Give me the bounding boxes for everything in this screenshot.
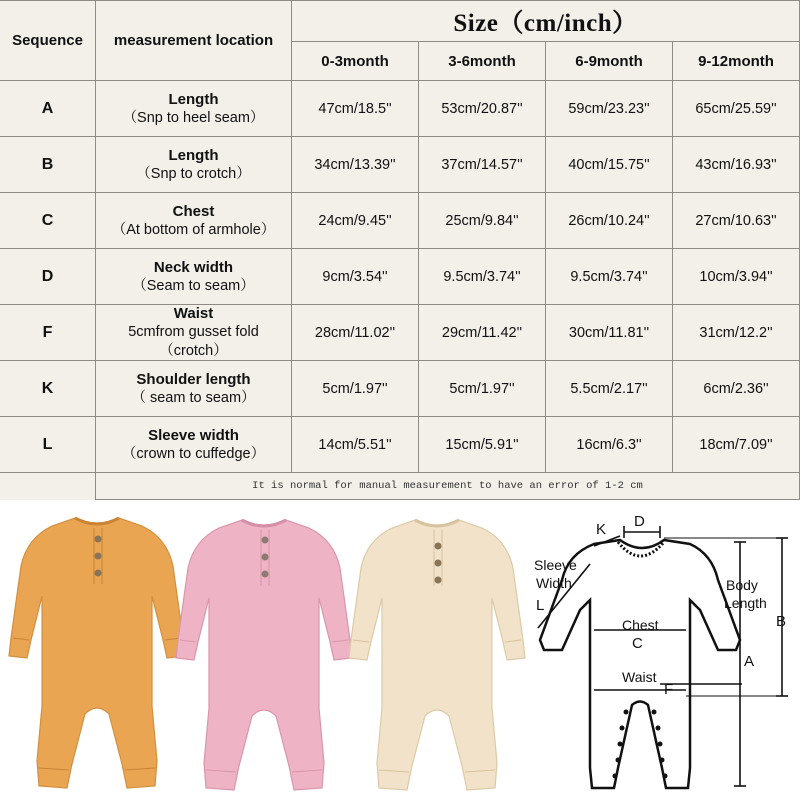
size-value-cell: 10cm/3.94'': [699, 268, 773, 285]
label-a: A: [744, 653, 755, 670]
location-detail: （crotch）: [159, 343, 228, 359]
romper-cream: [349, 520, 525, 790]
row-location: [96, 305, 291, 360]
size-value-cell: 29cm/11.42'': [441, 324, 523, 341]
size-value-cell: 25cm/9.84'': [445, 212, 519, 229]
size-value-cell: 65cm/25.59'': [695, 100, 777, 117]
label-f: F: [664, 681, 674, 698]
sequence-header: Sequence: [12, 31, 83, 49]
button-icon: [262, 554, 269, 561]
size-col-6-9: 6-9month: [575, 52, 643, 70]
measurement-note: It is normal for manual measurement to have an error of 1-2 cm: [252, 480, 643, 492]
size-value-cell: 9.5cm/3.74'': [443, 268, 521, 285]
size-value-cell: 18cm/7.09'': [699, 436, 773, 453]
row-sequence: B: [41, 155, 54, 173]
size-value-cell: 28cm/11.02'': [314, 324, 396, 341]
label-chest: Chest: [622, 617, 659, 633]
location-name: Length: [168, 90, 219, 108]
location-detail: （Snp to heel seam）: [122, 109, 265, 126]
row-location: [96, 361, 291, 416]
button-icon: [95, 570, 102, 577]
romper-orange: [9, 518, 185, 788]
row-sequence: A: [41, 99, 54, 117]
row-sequence: K: [41, 379, 54, 397]
romper-pink: [176, 520, 352, 790]
size-value-cell: 14cm/5.51'': [318, 436, 392, 453]
location-detail: 5cmfrom gusset fold: [128, 324, 259, 340]
button-icon: [262, 571, 269, 578]
row-location: [96, 193, 291, 248]
size-value-cell: 30cm/11.81'': [568, 324, 650, 341]
size-value-cell: 9cm/3.54'': [322, 268, 388, 285]
size-header: Size（cm/inch）: [453, 9, 638, 37]
row-location: [96, 249, 291, 304]
label-b: B: [776, 613, 787, 630]
button-icon: [435, 560, 442, 567]
button-icon: [435, 543, 442, 550]
button-icon: [95, 553, 102, 560]
size-value-cell: 27cm/10.63'': [695, 212, 777, 229]
label-k: K: [596, 521, 607, 538]
location-detail: （At bottom of armhole）: [111, 221, 276, 238]
location-detail: （Seam to seam）: [132, 277, 255, 294]
label-l: L: [536, 597, 545, 614]
size-value-cell: 9.5cm/3.74'': [570, 268, 648, 285]
measurement-diagram: [534, 513, 788, 788]
row-location: [96, 81, 291, 136]
row-location: [96, 417, 291, 472]
label-width: Width: [536, 575, 572, 591]
size-col-9-12: 9-12month: [698, 52, 774, 70]
size-value-cell: 24cm/9.45'': [318, 212, 392, 229]
size-value-cell: 6cm/2.36'': [703, 380, 769, 397]
size-value-cell: 16cm/6.3'': [576, 436, 642, 453]
size-value-cell: 37cm/14.57'': [441, 156, 523, 173]
size-value-cell: 5.5cm/2.17'': [570, 380, 648, 397]
row-sequence: L: [42, 435, 53, 453]
location-name: Waist: [173, 305, 214, 322]
location-name: Shoulder length: [136, 370, 251, 388]
label-length: Length: [724, 595, 767, 611]
photo-strip: [0, 500, 800, 800]
size-col-0-3: 0-3month: [321, 52, 389, 70]
label-waist: Waist: [622, 669, 657, 685]
location-name: Length: [168, 146, 219, 164]
location-detail: （Snp to crotch）: [136, 165, 251, 182]
location-header: measurement location: [113, 31, 274, 49]
size-value-cell: 40cm/15.75'': [568, 156, 650, 173]
button-icon: [435, 577, 442, 584]
row-sequence: D: [41, 267, 54, 285]
row-sequence: C: [41, 211, 54, 229]
label-d: D: [634, 513, 645, 530]
size-value-cell: 5cm/1.97'': [449, 380, 515, 397]
size-value-cell: 59cm/23.23'': [568, 100, 650, 117]
location-detail: （ seam to seam）: [131, 389, 256, 406]
button-icon: [95, 536, 102, 543]
size-value-cell: 43cm/16.93'': [695, 156, 777, 173]
size-value-cell: 15cm/5.91'': [445, 436, 519, 453]
row-sequence: F: [42, 323, 53, 341]
row-location: [96, 137, 291, 192]
size-value-cell: 26cm/10.24'': [568, 212, 650, 229]
label-sleeve: Sleeve: [534, 557, 577, 573]
location-detail: （crown to cuffedge）: [121, 445, 266, 462]
size-value-cell: 47cm/18.5'': [318, 100, 392, 117]
size-value-cell: 53cm/20.87'': [441, 100, 523, 117]
size-col-3-6: 3-6month: [448, 52, 516, 70]
size-value-cell: 34cm/13.39'': [314, 156, 396, 173]
location-name: Chest: [172, 202, 215, 220]
size-value-cell: 31cm/12.2'': [699, 324, 773, 341]
label-c: C: [632, 635, 643, 652]
size-value-cell: 5cm/1.97'': [322, 380, 388, 397]
product-photos: [0, 500, 800, 800]
location-name: Sleeve width: [148, 426, 239, 444]
button-icon: [262, 537, 269, 544]
location-name: Neck width: [153, 258, 234, 276]
label-body: Body: [726, 577, 758, 593]
